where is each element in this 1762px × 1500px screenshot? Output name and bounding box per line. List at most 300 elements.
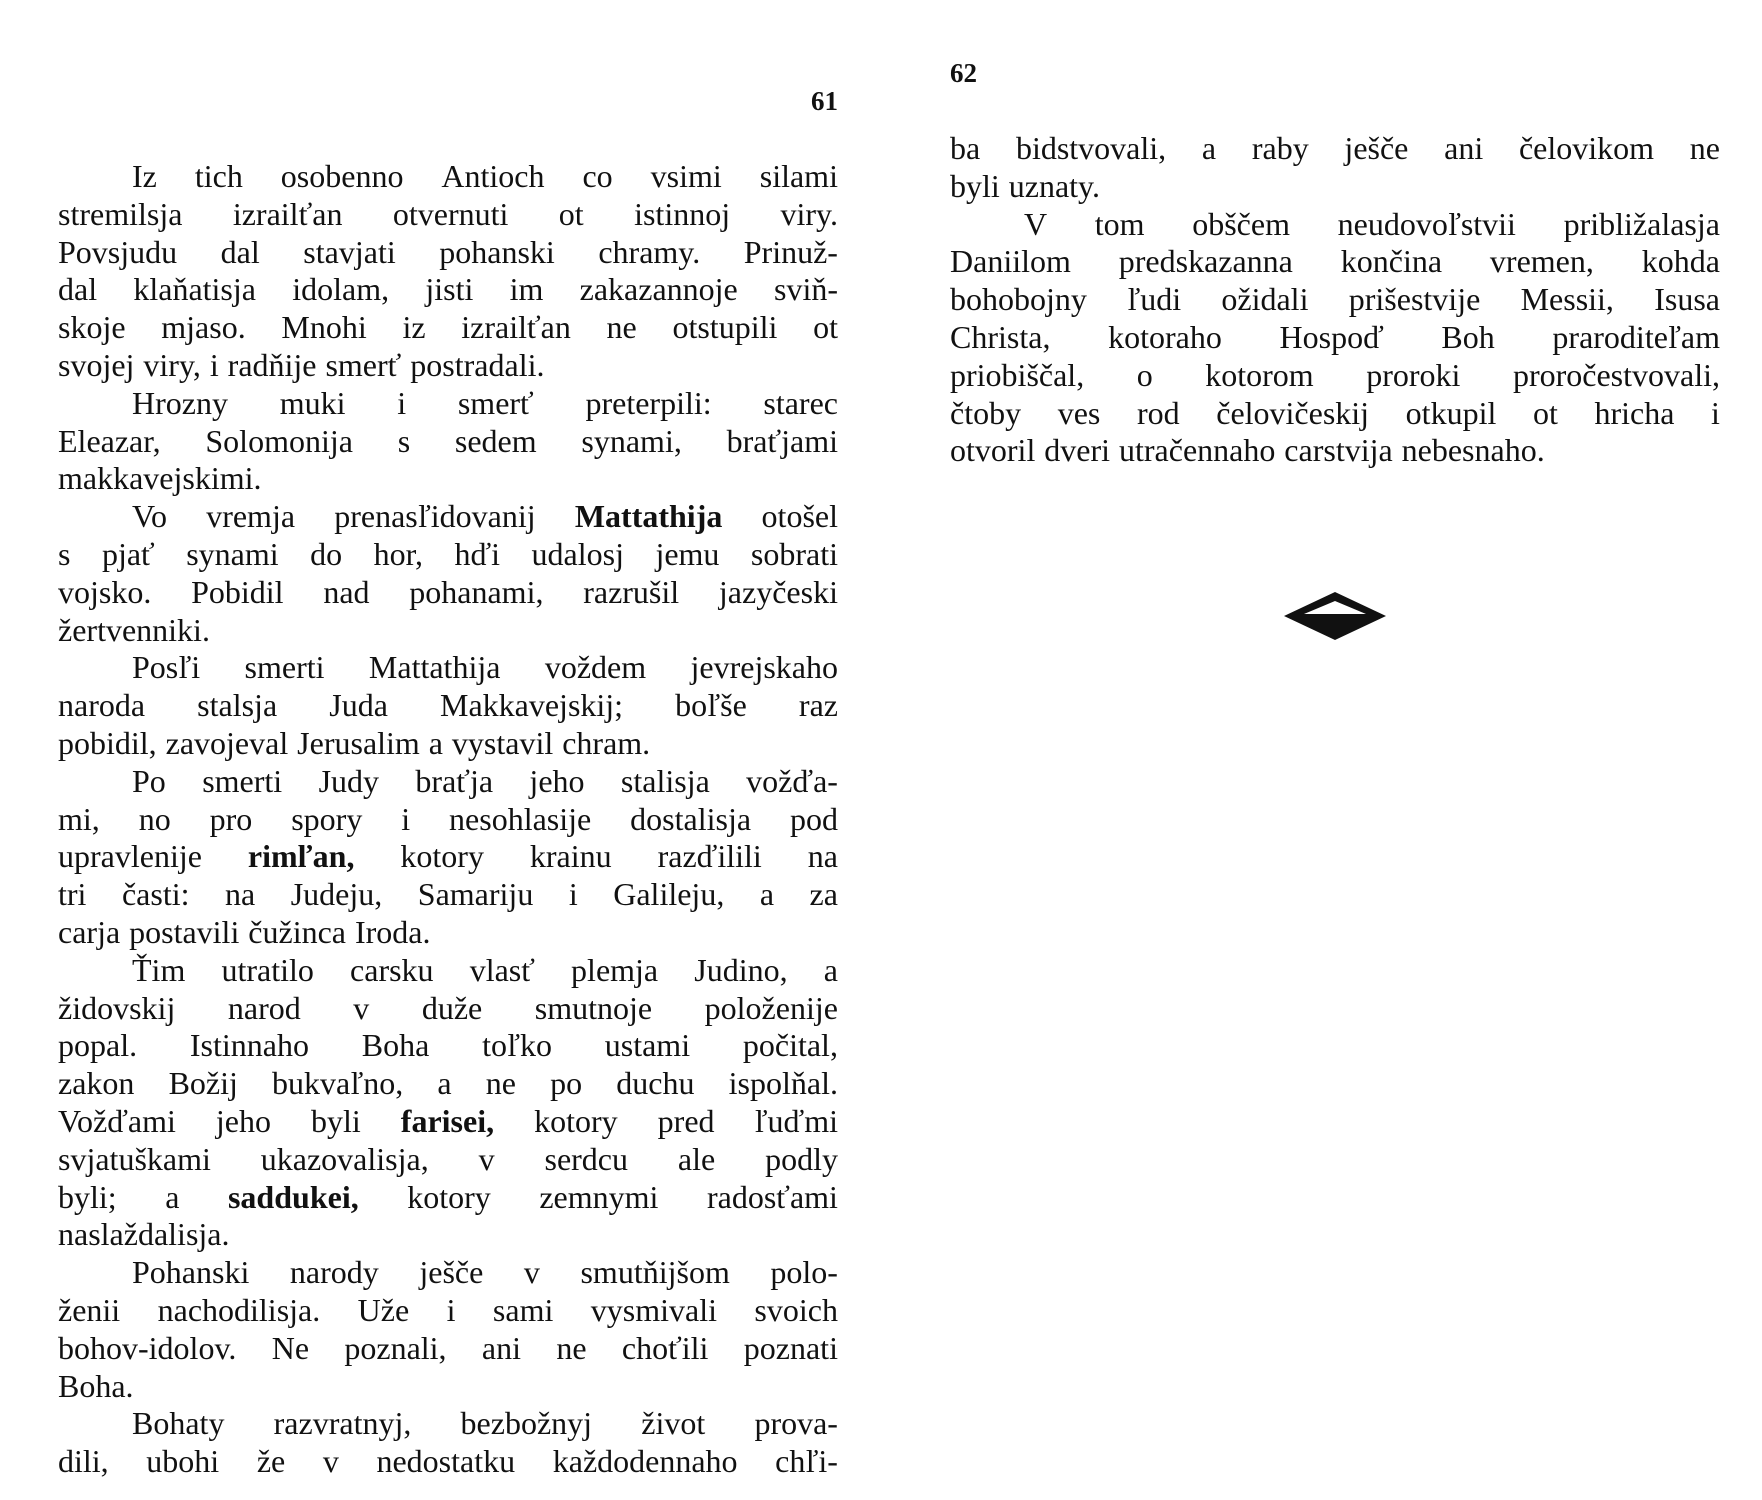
- word: istinnoj: [634, 195, 731, 232]
- word: v: [353, 989, 370, 1026]
- word: duže: [421, 989, 483, 1026]
- word: smerť: [457, 384, 534, 421]
- word: chľi-: [775, 1443, 838, 1480]
- word: vremja: [206, 498, 296, 535]
- word: pohanski: [439, 233, 555, 270]
- word: poznali,: [344, 1329, 447, 1366]
- word: jevrejskaho: [690, 649, 838, 686]
- word: krainu: [529, 838, 612, 875]
- word: Pohanski: [132, 1254, 250, 1291]
- word: Uže: [357, 1291, 410, 1328]
- word: otstupili: [672, 309, 778, 346]
- word: carsku: [350, 951, 434, 988]
- word: Iz: [132, 158, 157, 194]
- word: nebesnaho.: [1401, 432, 1545, 469]
- word: končina: [1340, 243, 1443, 280]
- word: neudovoľstvii: [1337, 205, 1516, 242]
- word: carstvija: [1284, 432, 1393, 469]
- word: život: [641, 1405, 706, 1442]
- word: nesohlasije: [449, 800, 592, 837]
- text-line: [58, 1292, 838, 1330]
- word: voždem: [544, 649, 647, 686]
- word: a: [437, 1065, 452, 1102]
- word: o: [1136, 356, 1153, 393]
- word: Povsjudu: [58, 233, 178, 270]
- text-line: [58, 1443, 838, 1481]
- word: ožidali: [1221, 281, 1309, 318]
- word: smerti: [244, 649, 325, 686]
- word: ba: [950, 130, 981, 166]
- word: pjať: [101, 535, 155, 572]
- word: židovskij: [58, 989, 176, 1026]
- word: za: [809, 876, 838, 913]
- word: že: [256, 1443, 286, 1480]
- word: braťjami: [726, 422, 838, 459]
- text-line: [58, 498, 838, 536]
- word: im: [509, 271, 544, 308]
- word: tri: [58, 876, 87, 913]
- word: Antioch: [441, 158, 545, 194]
- word: proročestvovali,: [1512, 356, 1720, 393]
- word: izrailťan: [461, 309, 571, 346]
- word: bohov-idolov.: [58, 1329, 237, 1366]
- word: ot: [558, 195, 584, 232]
- word: čelovikom: [1518, 130, 1655, 166]
- word: na: [807, 838, 838, 875]
- word: prišestvije: [1348, 281, 1481, 318]
- word: smerti: [202, 762, 283, 799]
- text-line: [58, 952, 838, 990]
- word: dostalisja: [630, 800, 752, 837]
- word: i: [446, 1291, 456, 1328]
- word: uznaty.: [1008, 167, 1100, 204]
- word: bohobojny: [950, 281, 1087, 318]
- word: spory: [291, 800, 363, 837]
- word: co: [582, 158, 613, 194]
- word: Solomonija: [205, 422, 353, 459]
- text-line: [58, 725, 838, 763]
- word: zakon: [58, 1065, 135, 1102]
- word: čužinca: [248, 913, 346, 950]
- word: jeho: [529, 762, 585, 799]
- word: svojej: [58, 346, 135, 383]
- word: ani: [1444, 130, 1484, 166]
- word: Judino,: [694, 951, 788, 988]
- word: postradali.: [410, 346, 545, 383]
- word: polo-: [770, 1254, 838, 1291]
- word: pred: [657, 1102, 715, 1139]
- text-line: [58, 158, 838, 196]
- word: kotory: [407, 1178, 491, 1215]
- word: Boh: [1441, 318, 1495, 355]
- word: Galileju,: [613, 876, 725, 913]
- word: dal: [220, 233, 260, 270]
- word: praroditeľam: [1552, 318, 1720, 355]
- text-line: [950, 281, 1720, 319]
- word: Boha.: [58, 1367, 134, 1404]
- word: radosťami: [706, 1178, 838, 1215]
- word: byli: [310, 1102, 361, 1139]
- word: Po: [132, 762, 166, 799]
- page-text: [58, 158, 838, 1481]
- page-text: [950, 130, 1720, 470]
- word: každodennaho: [552, 1443, 738, 1480]
- word: stalsja: [197, 687, 278, 724]
- word: na: [225, 876, 256, 913]
- word: smutňijšom: [580, 1254, 730, 1291]
- text-line: [58, 612, 838, 650]
- word: Jerusalim: [297, 724, 420, 761]
- word: synami,: [581, 422, 682, 459]
- word: po: [550, 1065, 583, 1102]
- word: zemnymi: [539, 1178, 659, 1215]
- word: ne: [606, 309, 637, 346]
- text-line: [58, 838, 838, 876]
- word: čtoby: [950, 394, 1022, 431]
- word: Mattathija: [574, 498, 723, 535]
- word: pobidil,: [58, 724, 157, 761]
- text-line: [950, 432, 1720, 470]
- word: jazyčeski: [718, 573, 838, 610]
- word: viry.: [780, 195, 838, 232]
- word: starec: [763, 384, 838, 421]
- word: ubohi: [146, 1443, 220, 1480]
- word: ľuďmi: [754, 1102, 838, 1139]
- word: Juda: [329, 687, 388, 724]
- word: carja: [58, 913, 121, 950]
- text-line: [58, 1065, 838, 1103]
- word: časti:: [121, 876, 190, 913]
- word: i: [1711, 394, 1720, 431]
- word: utratilo: [221, 951, 314, 988]
- word: ukazovalisja,: [260, 1140, 429, 1177]
- word: viry,: [143, 346, 201, 383]
- word: udalosj: [531, 535, 624, 572]
- word: do: [310, 535, 343, 572]
- word: Ťim: [132, 951, 186, 988]
- word: plemja: [571, 951, 659, 988]
- word: sami: [492, 1291, 554, 1328]
- word: Hospoď: [1279, 318, 1384, 355]
- word: približalasja: [1563, 205, 1720, 242]
- word: sobrati: [750, 535, 838, 572]
- text-line: [58, 423, 838, 461]
- word: tich: [194, 158, 243, 194]
- word: upravlenije: [58, 838, 202, 875]
- word: vožďa-: [746, 762, 838, 799]
- word: Vožďami: [58, 1102, 176, 1139]
- word: kotory: [400, 838, 484, 875]
- page-number: 62: [950, 58, 977, 88]
- word: Makkavejskij;: [439, 687, 624, 724]
- word: prenasľidovanij: [334, 498, 536, 535]
- word: smutnoje: [534, 989, 653, 1026]
- word: idolam,: [292, 271, 390, 308]
- text-line: [58, 309, 838, 347]
- word: pro: [209, 800, 253, 837]
- word: Judy: [318, 762, 380, 799]
- word: choťili: [621, 1329, 709, 1366]
- word: a: [1201, 130, 1217, 166]
- word: Božij: [168, 1065, 238, 1102]
- word: smerť: [325, 346, 402, 383]
- word: ale: [677, 1140, 716, 1177]
- word: narody: [289, 1254, 379, 1291]
- text-line: [58, 914, 838, 952]
- word: proroki: [1366, 356, 1461, 393]
- word: Ne: [271, 1329, 310, 1366]
- word: Mattathija: [368, 649, 501, 686]
- word: ľudi: [1127, 281, 1182, 318]
- text-line: [58, 649, 838, 687]
- word: braťja: [415, 762, 494, 799]
- word: svoich: [754, 1291, 838, 1328]
- text-line: [58, 574, 838, 612]
- word: vojsko.: [58, 573, 152, 610]
- word: Isusa: [1654, 281, 1720, 318]
- word: ženii: [58, 1291, 121, 1328]
- word: Hrozny: [132, 384, 228, 421]
- text-line: [58, 990, 838, 1028]
- word: kotory: [534, 1102, 618, 1139]
- word: izrailťan: [232, 195, 343, 232]
- word: zakazannoje: [579, 271, 738, 308]
- word: radňije: [227, 346, 317, 383]
- word: v: [478, 1140, 495, 1177]
- word: zavojeval: [165, 724, 289, 761]
- word: pod: [789, 800, 838, 837]
- word: a: [428, 724, 443, 761]
- text-line: [58, 1216, 838, 1254]
- text-line: [58, 460, 838, 498]
- word: hďi: [454, 535, 501, 572]
- word: otvernuti: [392, 195, 509, 232]
- word: skoje: [58, 309, 126, 346]
- word: nachodilisja.: [157, 1291, 321, 1328]
- word: svjatuškami: [58, 1140, 211, 1177]
- text-line: [58, 801, 838, 839]
- word: byli: [950, 167, 1000, 204]
- word: čelovičeskij: [1216, 394, 1370, 431]
- word: otošel: [761, 498, 838, 535]
- word: Eleazar,: [58, 422, 161, 459]
- word: položenije: [704, 989, 838, 1026]
- word: ves: [1057, 394, 1101, 431]
- word: iz: [402, 309, 426, 346]
- word: i: [209, 346, 219, 383]
- text-line: [58, 763, 838, 801]
- word: stavjati: [303, 233, 396, 270]
- text-line: [950, 206, 1720, 244]
- word: nad: [323, 573, 370, 610]
- word: a: [165, 1178, 180, 1215]
- word: byli;: [58, 1178, 117, 1215]
- word: Istinnaho: [189, 1027, 309, 1064]
- word: V: [1024, 205, 1048, 242]
- word: s: [397, 422, 411, 459]
- text-line: [58, 687, 838, 725]
- word: prova-: [754, 1405, 838, 1442]
- word: žertvenniki.: [58, 611, 210, 648]
- text-line: [950, 395, 1720, 433]
- word: ispolňal.: [728, 1065, 838, 1102]
- word: kotoraho: [1108, 318, 1222, 355]
- word: tom: [1094, 205, 1145, 242]
- word: chramy.: [598, 233, 701, 270]
- word: razrušil: [583, 573, 680, 610]
- word: razďilili: [657, 838, 762, 875]
- word: Iroda.: [354, 913, 431, 950]
- word: jeho: [215, 1102, 271, 1139]
- word: rimľan,: [247, 838, 355, 875]
- text-line: [58, 271, 838, 309]
- word: naroda: [58, 687, 146, 724]
- word: mi,: [58, 800, 100, 837]
- word: Messii,: [1520, 281, 1614, 318]
- word: dal: [58, 271, 98, 308]
- word: Boha: [361, 1027, 430, 1064]
- word: preterpili:: [585, 384, 712, 421]
- word: boľše: [675, 687, 747, 724]
- word: s: [58, 535, 71, 572]
- word: bidstvovali,: [1015, 130, 1167, 166]
- text-line: [58, 1405, 838, 1443]
- word: farisei,: [400, 1102, 495, 1139]
- text-line: [58, 1368, 838, 1406]
- word: mjaso.: [161, 309, 246, 346]
- word: i: [401, 800, 411, 837]
- word: otkupil: [1405, 394, 1497, 431]
- word: kohda: [1641, 243, 1720, 280]
- text-line: [58, 1141, 838, 1179]
- word: jisti: [425, 271, 474, 308]
- word: ješče: [1344, 130, 1409, 166]
- word: chram.: [562, 724, 651, 761]
- text-line: [58, 385, 838, 423]
- word: i: [568, 876, 578, 913]
- diamond-ornament-icon: [1280, 590, 1390, 642]
- word: Christa,: [950, 318, 1051, 355]
- word: vystavil: [451, 724, 554, 761]
- word: Samariju: [417, 876, 534, 913]
- word: ješče: [419, 1254, 484, 1291]
- word: muki: [279, 384, 346, 421]
- word: klaňatisja: [133, 271, 256, 308]
- word: obščem: [1192, 205, 1290, 242]
- word: sedem: [454, 422, 537, 459]
- word: toľko: [482, 1027, 552, 1064]
- word: vlasť: [469, 951, 535, 988]
- word: ani: [481, 1329, 521, 1366]
- word: naslaždalisja.: [58, 1216, 230, 1253]
- word: vremen,: [1489, 243, 1594, 280]
- word: synami: [186, 535, 279, 572]
- word: postavili: [129, 913, 240, 950]
- word: Pobidil: [191, 573, 284, 610]
- word: ne: [485, 1065, 516, 1102]
- word: ot: [813, 309, 838, 346]
- word: vysmivali: [590, 1291, 717, 1328]
- text-line: [58, 1027, 838, 1065]
- word: stremilsja: [58, 195, 183, 232]
- word: priobiščal,: [950, 356, 1085, 393]
- text-line: [58, 536, 838, 574]
- word: Daniilom: [950, 243, 1071, 280]
- text-line: [58, 876, 838, 914]
- word: a: [759, 876, 775, 913]
- word: Judeju,: [290, 876, 383, 913]
- text-line: [58, 347, 838, 385]
- word: jemu: [655, 535, 720, 572]
- word: ot: [1532, 394, 1558, 431]
- word: no: [138, 800, 171, 837]
- word: stalisja: [620, 762, 710, 799]
- word: rod: [1136, 394, 1180, 431]
- word: predskazanna: [1118, 243, 1293, 280]
- word: kotorom: [1205, 356, 1314, 393]
- word: bezbožnyj: [460, 1405, 593, 1442]
- word: duchu: [616, 1065, 695, 1102]
- word: vsimi: [650, 158, 722, 194]
- word: Bohaty: [132, 1405, 225, 1442]
- word: dili,: [58, 1443, 109, 1480]
- word: sviň-: [774, 271, 838, 308]
- text-line: [950, 357, 1720, 395]
- word: ne: [556, 1329, 587, 1366]
- word: Vo: [132, 498, 167, 535]
- text-line: [950, 319, 1720, 357]
- text-line: [58, 234, 838, 272]
- word: Mnohi: [281, 309, 367, 346]
- word: narod: [227, 989, 301, 1026]
- word: Posľi: [132, 649, 201, 686]
- word: serdcu: [544, 1140, 628, 1177]
- word: podly: [765, 1140, 838, 1177]
- word: v: [523, 1254, 540, 1291]
- word: Prinuž-: [743, 233, 838, 270]
- word: otvoril: [950, 432, 1036, 469]
- word: poznati: [743, 1329, 838, 1366]
- text-line: [58, 1330, 838, 1368]
- text-line: [58, 1179, 838, 1217]
- word: makkavejskimi.: [58, 460, 262, 497]
- word: počital,: [742, 1027, 838, 1064]
- word: v: [322, 1443, 339, 1480]
- text-line: [58, 1254, 838, 1292]
- word: popal.: [58, 1027, 138, 1064]
- word: razvratnyj,: [273, 1405, 412, 1442]
- left-page: [58, 0, 838, 1500]
- word: osobenno: [280, 158, 404, 194]
- word: nedostatku: [376, 1443, 516, 1480]
- text-line: [58, 196, 838, 234]
- word: i: [397, 384, 407, 421]
- text-line: [950, 243, 1720, 281]
- text-line: [950, 168, 1720, 206]
- text-line: [950, 130, 1720, 168]
- right-page: [950, 0, 1720, 1500]
- word: raby: [1251, 130, 1309, 166]
- word: ustami: [604, 1027, 691, 1064]
- word: utračennaho: [1118, 432, 1276, 469]
- page-number: 61: [811, 86, 838, 116]
- word: raz: [798, 687, 838, 724]
- word: bukvaľno,: [272, 1065, 404, 1102]
- word: silami: [759, 158, 838, 194]
- word: dveri: [1044, 432, 1111, 469]
- word: saddukei,: [227, 1178, 359, 1215]
- word: ne: [1689, 130, 1720, 166]
